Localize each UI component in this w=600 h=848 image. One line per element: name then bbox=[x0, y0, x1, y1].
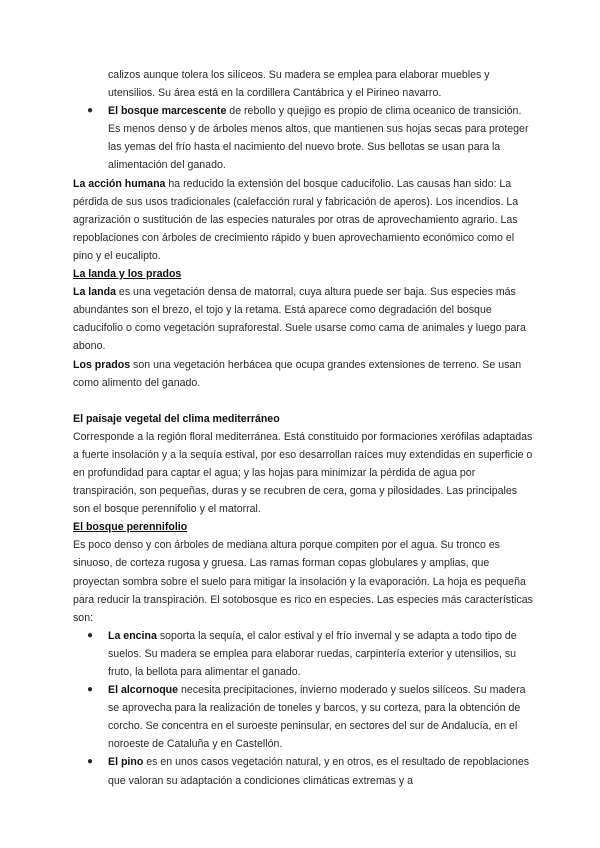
mediterraneo-paragraph: Corresponde a la región floral mediterránea. Está constituido por formaciones xerófilas adaptadas a fuerte insolación y a la sequía estival, por eso desarrollan raíces muy extendidas en superficie o en profundidad para captar el agua; y las hojas para minimizar la pérdida de agua por transpiración, son pequeñas, duras y se recubren de cera, goma y pilosidades. Las principales son el bosque perennifolio y el matorral. bbox=[73, 430, 533, 516]
perennifolio-heading: El bosque perennifolio bbox=[73, 521, 188, 534]
list-item-text: necesita precipitaciones, invierno moderado y suelos silíceos. Su madera se aprovecha para la realización de toneles y barcos, y su corteza, para la obtención de corcho. Se concentra en el suroeste peninsular, en sectores del sur de Andalucía, en el noroeste de Cataluña y en Castellón. bbox=[108, 684, 526, 751]
list-item bbox=[73, 753, 533, 789]
term-bold: El alcornoque bbox=[108, 684, 179, 697]
list-item bbox=[73, 627, 533, 681]
mediterraneo-heading: El paisaje vegetal del clima mediterráneo bbox=[73, 412, 280, 425]
list-item bbox=[73, 102, 533, 174]
bullet-icon: ● bbox=[87, 684, 94, 696]
term-bold: Los prados bbox=[73, 358, 131, 371]
marcescente-list bbox=[73, 102, 533, 174]
landa-paragraph bbox=[73, 283, 533, 355]
species-list bbox=[73, 627, 533, 790]
landa-heading: La landa y los prados bbox=[73, 268, 182, 281]
spacer bbox=[73, 392, 533, 410]
prados-paragraph bbox=[73, 356, 533, 392]
term-bold: La encina bbox=[108, 629, 157, 642]
caducifolio-continuation: calizos aunque tolera los silíceos. Su madera se emplea para elaborar muebles y utensilios. Su área está en la cordillera Cantábrica y el Pirineo navarro. bbox=[108, 69, 490, 100]
perennifolio-paragraph: Es poco denso y con árboles de mediana altura porque compiten por el agua. Su tronco es sinuoso, de corteza rugosa y gruesa. Las ramas forman copas globulares y amplias, que proyectan sombra sobre el suelo para mitigar la insolación y la evaporación. La hoja es pequeña para reducir la transpiración. El sotobosque es rico en especies. Las especies más características son: bbox=[73, 539, 533, 624]
list-item-text: es en unos casos vegetación natural, y en otros, es el resultado de repoblaciones que valoran su adaptación a condiciones climáticas extremas y a bbox=[108, 756, 530, 787]
bullet-icon: ● bbox=[87, 105, 94, 117]
paragraph-text: son una vegetación herbácea que ocupa grandes extensiones de terreno. Se usan como alimento del ganado. bbox=[73, 358, 522, 389]
term-bold: El pino bbox=[108, 756, 144, 769]
list-item bbox=[73, 681, 533, 753]
paragraph-text: ha reducido la extensión del bosque caducifolio. Las causas han sido: La pérdida de sus usos tradicionales (calefacción rural y fabricación de aperos). Los incendios. La agrarización o sustitución de las especies naturales por otras de aprovechamiento agrario. Las repoblaciones con árboles de crecimiento rápido y buen aprovechamiento económico como el pino y el eucalipto. bbox=[73, 177, 519, 262]
list-item-text: de rebollo y quejigo es propio de clima oceanico de transición. Es menos denso y de árboles menos altos, que mantienen sus hojas secas para proteger las yemas del frío hasta el nacimiento del nuevo brote. Sus bellotas se usan para la alimentación del ganado. bbox=[108, 105, 529, 172]
list-item-text: soporta la sequía, el calor estival y el frío invernal y se adapta a todo tipo de suelos. Su madera se emplea para elaborar ruedas, carpintería exterior y utensilios, su fruto, la bellota para alimentar el ganado. bbox=[108, 629, 517, 678]
term-bold: El bosque marcescente bbox=[108, 105, 227, 118]
accion-humana-paragraph bbox=[73, 175, 533, 265]
bullet-icon: ● bbox=[87, 756, 94, 768]
bullet-icon: ● bbox=[87, 629, 94, 641]
paragraph-text: es una vegetación densa de matorral, cuya altura puede ser baja. Sus especies más abundantes son el brezo, el tojo y la retama. Está aparece como degradación del bosque caducifolio o como vegetación supraforestal. Suele usarse como cama de animales y luego para abono. bbox=[73, 286, 526, 353]
term-bold: La landa bbox=[73, 286, 116, 299]
document-body bbox=[73, 66, 533, 790]
term-bold: La acción humana bbox=[73, 177, 166, 190]
